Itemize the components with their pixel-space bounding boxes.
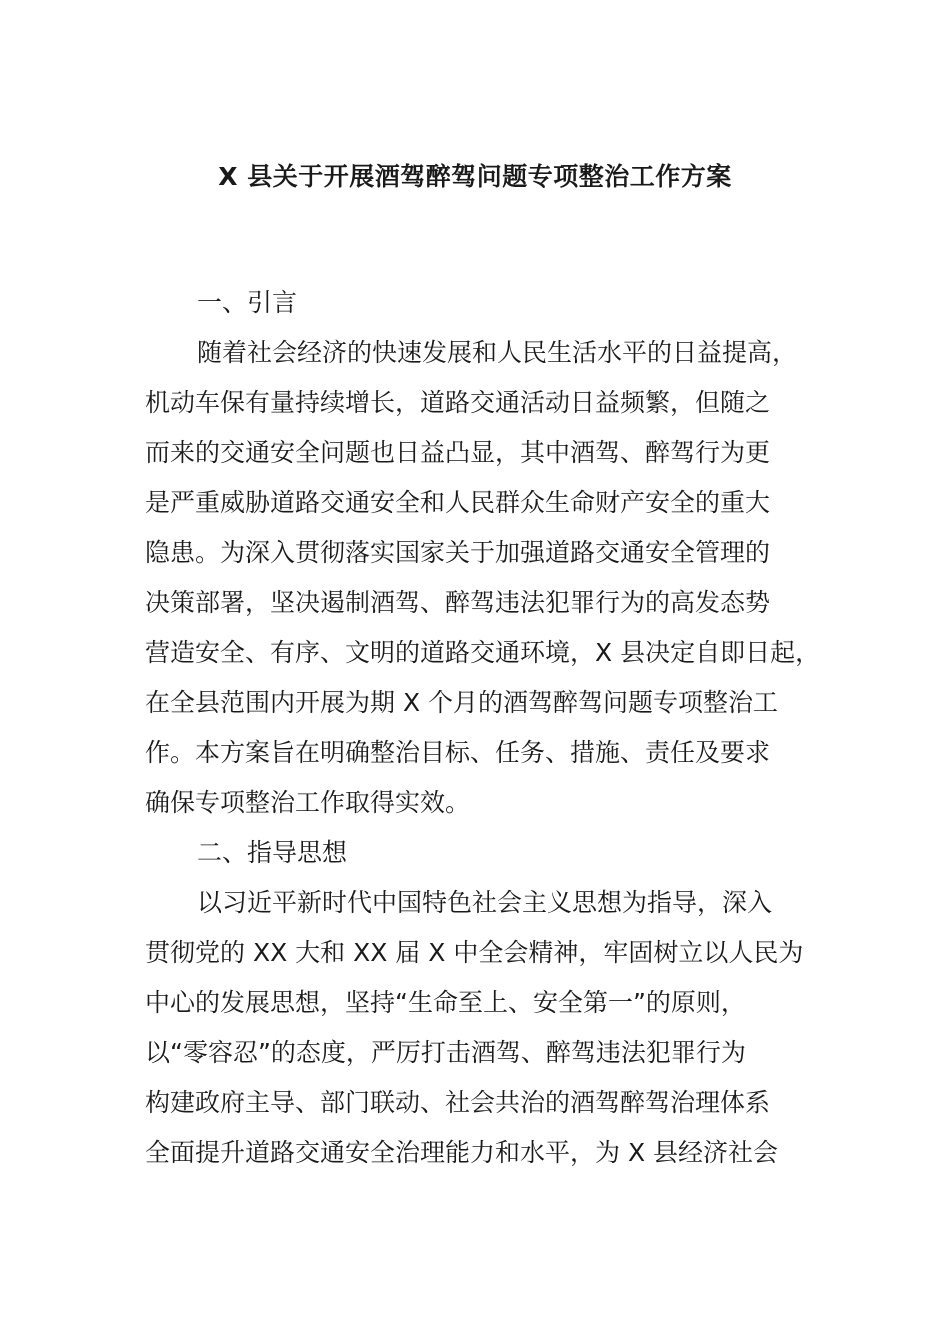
paragraph-line: 而来的交通安全问题也日益凸显，其中酒驾、醉驾行为更 bbox=[145, 438, 771, 467]
paragraph-line: 决策部署，坚决遏制酒驾、醉驾违法犯罪行为的高发态势 bbox=[145, 588, 771, 617]
paragraph-line: 在全县范围内开展为期 X 个月的酒驾醉驾问题专项整治工 bbox=[145, 688, 779, 717]
paragraph-line: 是严重威胁道路交通安全和人民群众生命财产安全的重大 bbox=[145, 488, 771, 517]
paragraph-line: 确保专项整治工作取得实效。 bbox=[145, 788, 471, 817]
paragraph-line: 作。本方案旨在明确整治目标、任务、措施、责任及要求 bbox=[145, 738, 771, 767]
section-heading-guiding-ideology: 二、指导思想 bbox=[197, 838, 348, 867]
document-title: X 县关于开展酒驾醉驾问题专项整治工作方案 bbox=[218, 162, 732, 191]
paragraph-line: 贯彻党的 XX 大和 XX 届 X 中全会精神，牢固树立以人民为 bbox=[145, 938, 804, 967]
paragraph-line: 全面提升道路交通安全治理能力和水平，为 X 县经济社会 bbox=[145, 1138, 779, 1167]
paragraph-line: 隐患。为深入贯彻落实国家关于加强道路交通安全管理的 bbox=[145, 538, 771, 567]
paragraph-line: 以“零容忍”的态度，严厉打击酒驾、醉驾违法犯罪行为 bbox=[145, 1038, 746, 1067]
section-heading-introduction: 一、引言 bbox=[197, 288, 298, 317]
paragraph-line: 构建政府主导、部门联动、社会共治的酒驾醉驾治理体系 bbox=[145, 1088, 771, 1117]
paragraph-line: 以习近平新时代中国特色社会主义思想为指导，深入 bbox=[197, 888, 773, 917]
paragraph-line: 随着社会经济的快速发展和人民生活水平的日益提高， bbox=[197, 338, 798, 367]
paragraph-line: 机动车保有量持续增长，道路交通活动日益频繁，但随之 bbox=[145, 388, 771, 417]
paragraph-line: 中心的发展思想，坚持“生命至上、安全第一”的原则， bbox=[145, 988, 746, 1017]
document-body bbox=[145, 278, 835, 1178]
paragraph-line: 营造安全、有序、文明的道路交通环境，X 县决定自即日起， bbox=[145, 638, 821, 667]
